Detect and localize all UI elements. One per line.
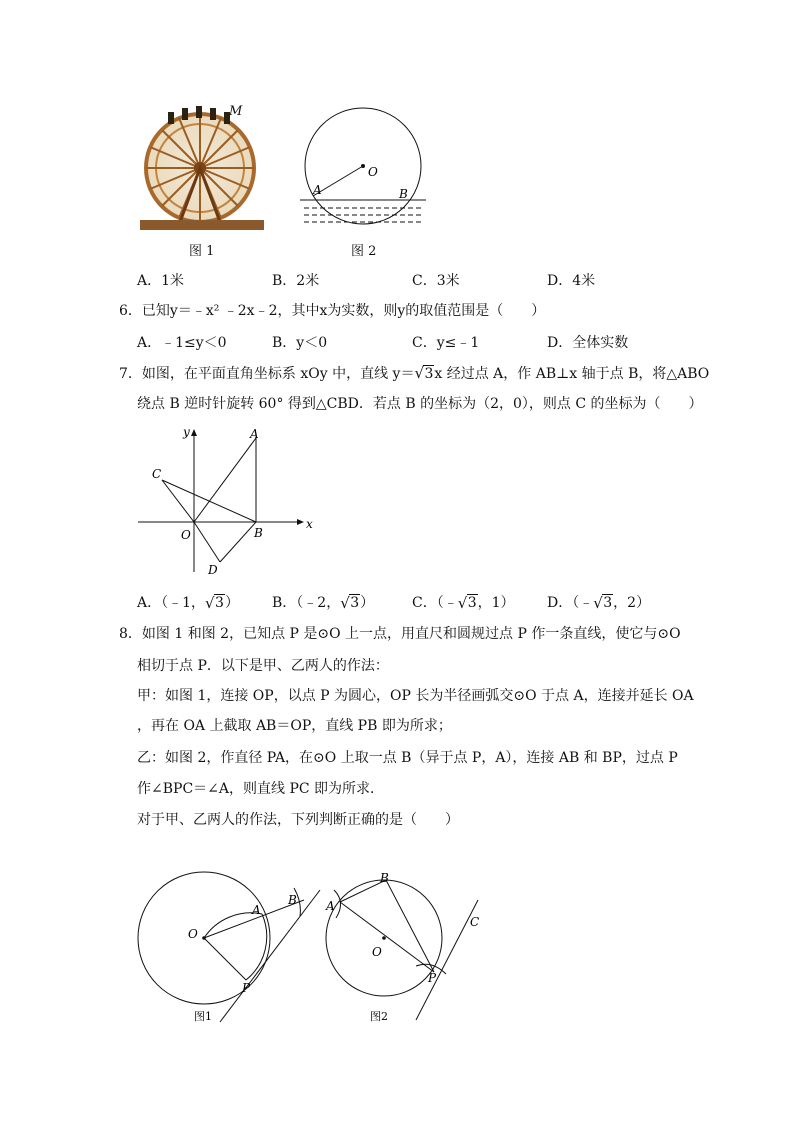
q5-option-d: D．4米: [547, 273, 596, 289]
graph-label-b: B: [254, 526, 263, 540]
q8-line-2: 相切于点 P．以下是甲、乙两人的作法：: [137, 658, 389, 674]
q8-line-7: 对于甲、乙两人的作法，下列判断正确的是（ ）: [137, 812, 459, 828]
q8-fig1-label-b: B: [288, 893, 297, 907]
q8-fig2-label-a: A: [326, 899, 335, 913]
q8-fig1-label-o: O: [188, 927, 198, 941]
q7-stem-line-1-a: 7．如图，在平面直角坐标系 xOy 中，直线 y＝: [119, 366, 415, 382]
q6-option-b: B．y＜0: [272, 335, 328, 351]
q8-line-6: 作∠BPC＝∠A，则直线 PC 即为所求．: [137, 781, 385, 797]
q5-option-c: C．3米: [412, 273, 460, 289]
q8-fig2-label-b: B: [380, 871, 389, 885]
graph-label-y: y: [183, 425, 190, 439]
fig2-label-o: O: [368, 165, 378, 179]
q8-fig1-caption: 图1: [194, 1010, 212, 1023]
q8-figure-2: [320, 864, 500, 1030]
q6-option-d: D．全体实数: [547, 335, 629, 351]
q6-stem: 6．已知y＝﹣x² ﹣2x﹣2，其中x为实数，则y的取值范围是（ ）: [119, 303, 546, 319]
circle-water-diagram: [296, 104, 430, 230]
q7-stem-line-1-b: x 经过点 A，作 AB⊥x 轴于点 B，将△ABO: [434, 366, 710, 382]
q6-option-a: A．﹣1≤y＜0: [137, 335, 227, 351]
q8-line-5: 乙：如图 2，作直径 PA，在⊙O 上取一点 B（异于点 P，A），连接 AB 和 BP，过点 P: [137, 750, 678, 766]
q8-line-1: 8．如图 1 和图 2，已知点 P 是⊙O 上一点，用直尺和圆规过点 P 作一条直线，使它与⊙O: [119, 626, 681, 642]
graph-label-x: x: [306, 517, 313, 531]
q7-stem-line-1: [119, 364, 709, 384]
q8-fig2-label-o: O: [372, 945, 382, 959]
q7-option-b: B．（﹣2，√ 3）: [272, 592, 374, 612]
ferris-wheel-photo: [140, 104, 264, 230]
q6-option-c: C．y≤﹣1: [412, 335, 480, 351]
q8-fig2-label-c: C: [470, 915, 480, 929]
q7-option-d: D．（﹣√ 3，2）: [547, 592, 650, 612]
q8-fig2-caption: 图2: [370, 1010, 388, 1023]
q7-stem-line-2: 绕点 B 逆时针旋转 60° 得到△CBD．若点 B 的坐标为（2，0），则点 C 的坐标为（ ）: [137, 396, 703, 412]
graph-label-d: D: [208, 563, 218, 577]
q7-stem-sqrt: 3: [424, 366, 434, 382]
q5-option-a: A．1米: [137, 273, 185, 289]
graph-label-o: O: [181, 528, 191, 542]
q8-line-4: ，再在 OA 上截取 AB＝OP，直线 PB 即为所求；: [137, 718, 452, 734]
q8-figure-1: [134, 858, 334, 1030]
ferris-wheel-label-m: M: [229, 104, 243, 119]
graph-label-c: C: [152, 467, 162, 481]
q8-fig2-label-p: P: [428, 971, 437, 985]
q8-fig1-label-a: A: [252, 903, 261, 917]
q7-option-c: C．（﹣√ 3，1）: [412, 592, 515, 612]
figure-2-caption: 图 2: [351, 244, 377, 259]
q7-option-a: A．（﹣1，√ 3）: [137, 592, 239, 612]
figure-1-caption: 图 1: [189, 244, 215, 259]
fig2-label-b: B: [399, 187, 408, 201]
q8-line-3: 甲：如图 1，连接 OP，以点 P 为圆心，OP 长为半径画弧交⊙O 于点 A，连接并延长 OA: [137, 688, 694, 704]
fig2-label-a: A: [313, 183, 322, 197]
q8-fig1-label-p: P: [242, 981, 251, 995]
coordinate-graph: [134, 424, 320, 580]
q5-option-b: B．2米: [272, 273, 320, 289]
graph-label-a: A: [250, 427, 259, 441]
